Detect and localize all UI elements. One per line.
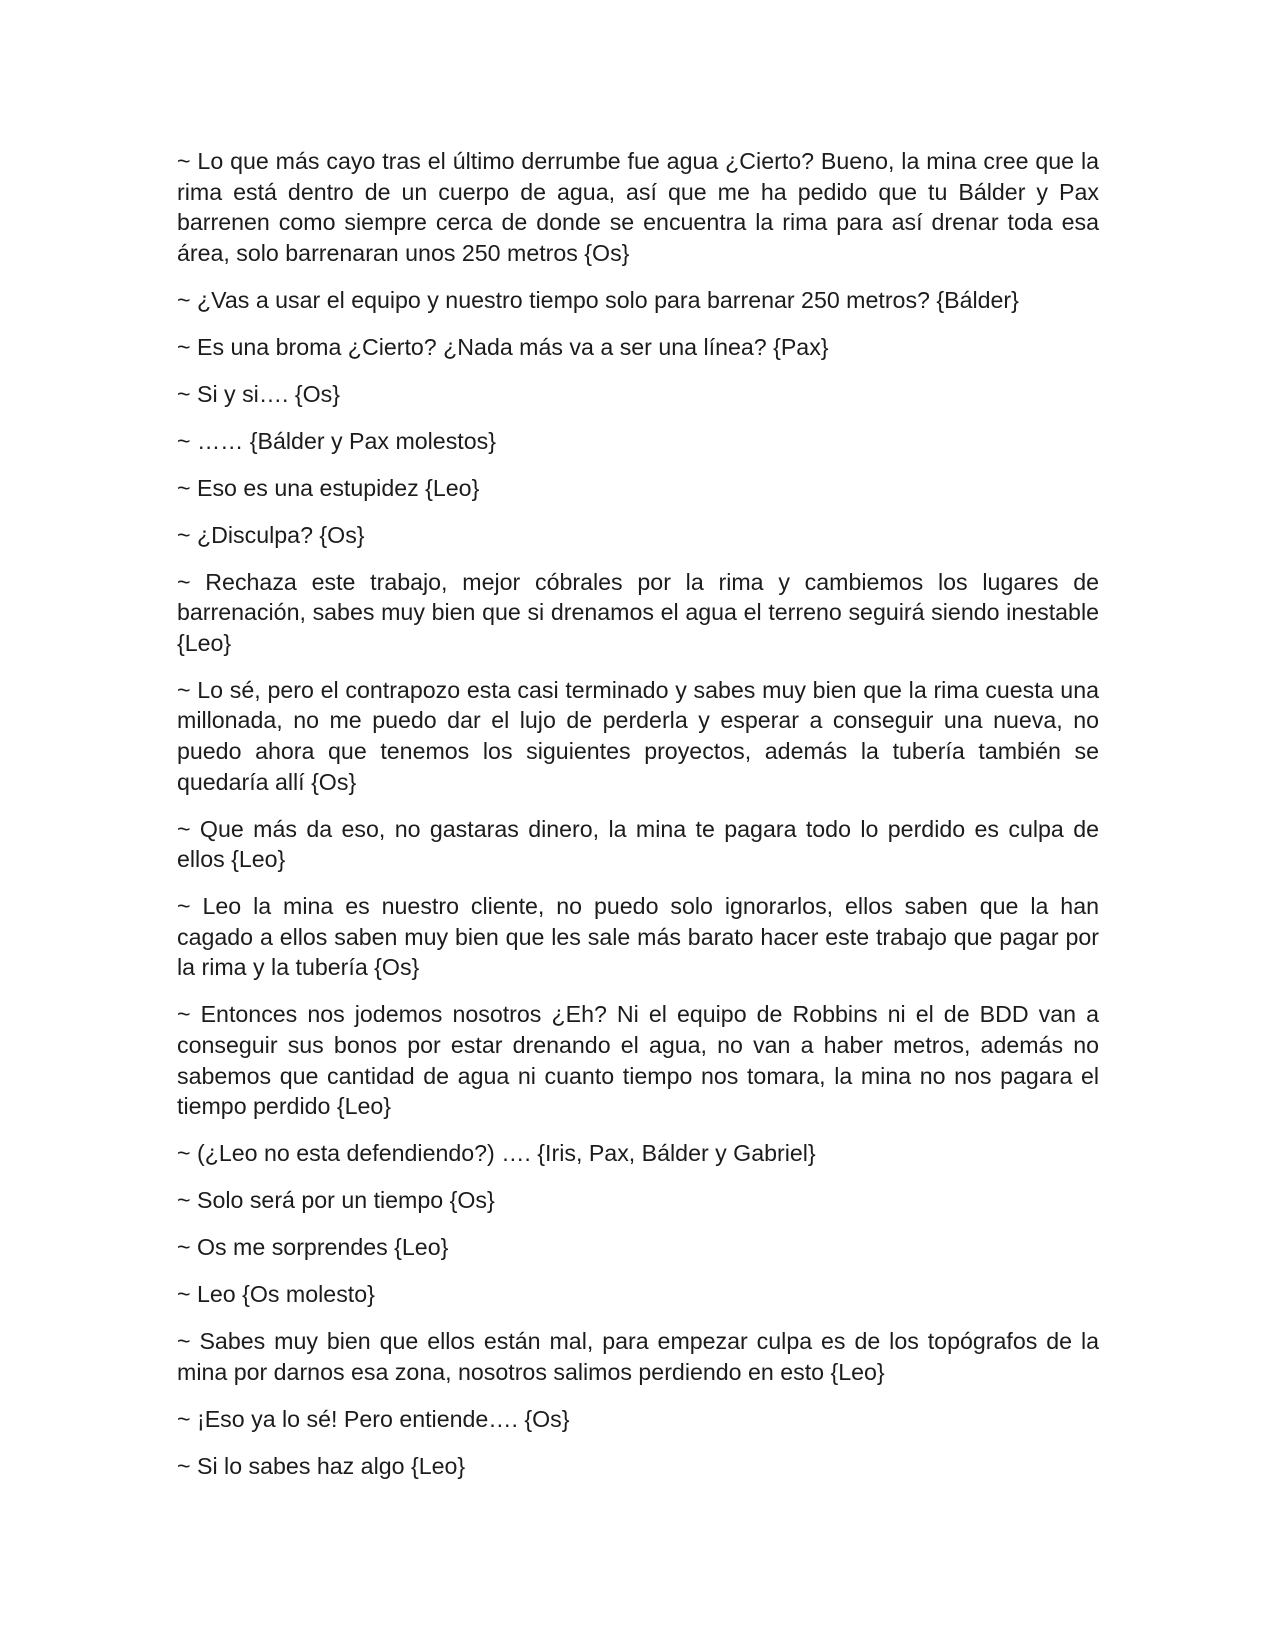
dialogue-paragraph: ~ Os me sorprendes {Leo} [177, 1234, 449, 1261]
dialogue-paragraph: ~ Que más da eso, no gastaras dinero, la mina te pagara todo lo perdido es culpa de ellos {Leo} [177, 815, 1099, 873]
dialogue-paragraph: ~ Sabes muy bien que ellos están mal, para empezar culpa es de los topógrafos de la mina por darnos esa zona, nosotros salimos perdiendo en esto {Leo} [177, 1328, 1099, 1385]
dialogue-paragraph: ~ Leo la mina es nuestro cliente, no puedo solo ignorarlos, ellos saben que la han cagado a ellos saben muy bien que les sale más barato hacer este trabajo que pagar por la rima y la tubería {Os} [177, 893, 1099, 981]
dialogue-paragraph: ~ (¿Leo no esta defendiendo?) …. {Iris, Pax, Bálder y Gabriel} [177, 1140, 816, 1167]
document-body [177, 146, 1099, 1498]
dialogue-paragraph: ~ ¿Disculpa? {Os} [177, 521, 365, 548]
dialogue-paragraph: ~ Si y si…. {Os} [177, 380, 341, 407]
dialogue-paragraph: ~ Lo que más cayo tras el último derrumbe fue agua ¿Cierto? Bueno, la mina cree que la rima está dentro de un cuerpo de agua, así que me ha pedido que tu Bálder y Pax barrenen como siempre cerca de donde se encuentra la rima para así drenar toda esa área, solo barrenaran unos 250 metros {Os} [177, 148, 1099, 266]
dialogue-paragraph: ~ Lo sé, pero el contrapozo esta casi terminado y sabes muy bien que la rima cuesta una millonada, no me puedo dar el lujo de perderla y esperar a conseguir una nueva, no puedo ahora que tenemos los siguientes proyectos, además la tubería también se quedaría allí {Os} [177, 676, 1099, 795]
dialogue-paragraph: ~ Rechaza este trabajo, mejor cóbrales por la rima y cambiemos los lugares de barrenación, sabes muy bien que si drenamos el agua el terreno seguirá siendo inestable {Leo} [177, 568, 1099, 656]
dialogue-paragraph: ~ Si lo sabes haz algo {Leo} [177, 1452, 466, 1479]
dialogue-paragraph: ~ ¿Vas a usar el equipo y nuestro tiempo solo para barrenar 250 metros? {Bálder} [177, 286, 1019, 313]
dialogue-paragraph: ~ Leo {Os molesto} [177, 1281, 375, 1308]
dialogue-paragraph: ~ Eso es una estupidez {Leo} [177, 474, 480, 501]
dialogue-paragraph: ~ ¡Eso ya lo sé! Pero entiende…. {Os} [177, 1405, 570, 1432]
dialogue-paragraph: ~ Solo será por un tiempo {Os} [177, 1187, 495, 1214]
dialogue-paragraph: ~ Entonces nos jodemos nosotros ¿Eh? Ni el equipo de Robbins ni el de BDD van a conseguir sus bonos por estar drenando el agua, no van a haber metros, además no sabemos que cantidad de agua ni cuanto tiempo nos tomara, la mina no nos pagara el tiempo perdido {Leo} [177, 1001, 1099, 1120]
dialogue-paragraph: ~ Es una broma ¿Cierto? ¿Nada más va a ser una línea? {Pax} [177, 333, 829, 360]
dialogue-paragraph: ~ …… {Bálder y Pax molestos} [177, 427, 496, 454]
